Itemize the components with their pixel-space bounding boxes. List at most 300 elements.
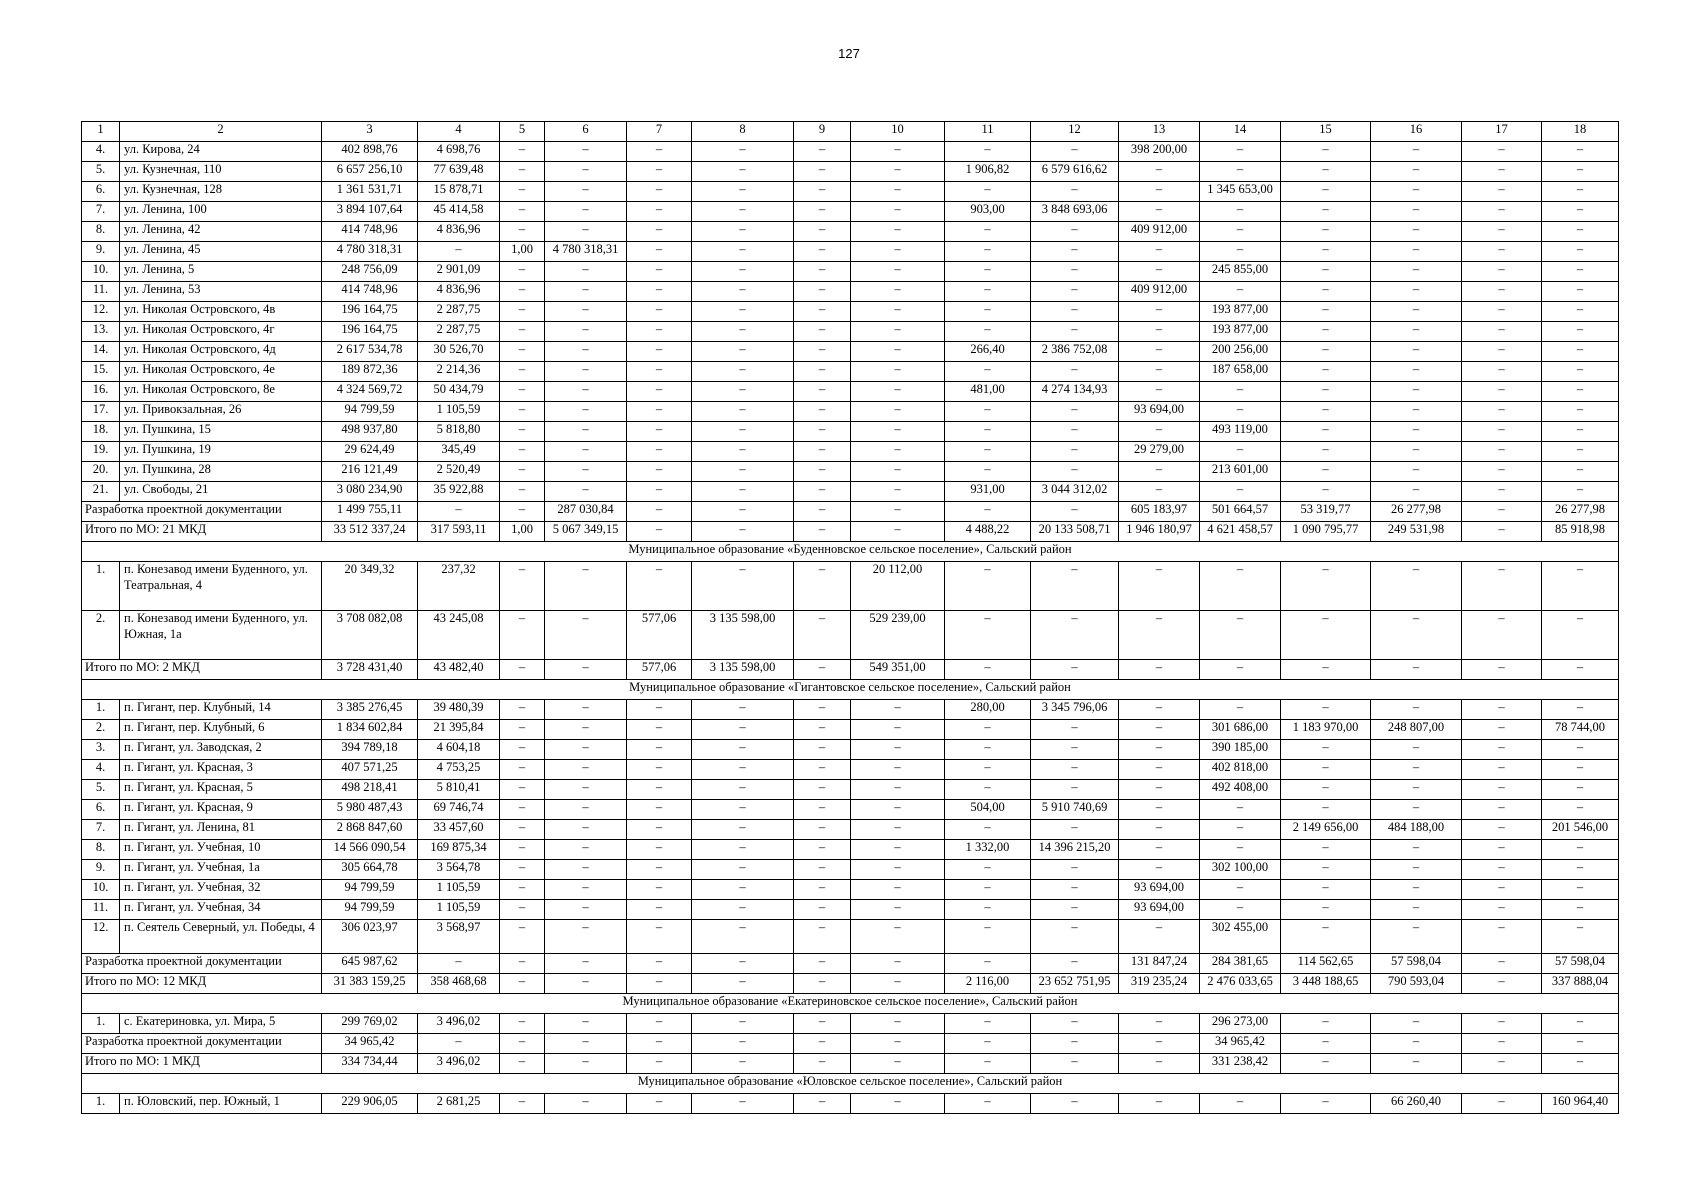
value-cell: – [627, 222, 692, 242]
value-cell: – [692, 820, 794, 840]
value-cell: – [1462, 382, 1542, 402]
value-cell: – [692, 720, 794, 740]
value-cell: – [794, 740, 851, 760]
value-cell: – [1281, 1094, 1371, 1114]
value-cell: – [1371, 402, 1462, 422]
value-cell: – [500, 974, 545, 994]
value-cell: – [1542, 660, 1619, 680]
value-cell: – [692, 740, 794, 760]
value-cell: – [945, 362, 1031, 382]
value-cell: – [1281, 262, 1371, 282]
value-cell: 20 349,32 [322, 562, 418, 611]
address-cell: п. Гигант, ул. Учебная, 10 [120, 840, 322, 860]
value-cell: 94 799,59 [322, 402, 418, 422]
value-cell: – [545, 322, 627, 342]
address-cell: п. Гигант, ул. Красная, 3 [120, 760, 322, 780]
value-cell: 498 937,80 [322, 422, 418, 442]
value-cell: – [945, 900, 1031, 920]
value-cell: – [545, 611, 627, 660]
value-cell: 931,00 [945, 482, 1031, 502]
address-cell: п. Гигант, пер. Клубный, 14 [120, 700, 322, 720]
row-number: 1. [82, 1014, 120, 1034]
value-cell: – [1119, 482, 1200, 502]
value-cell: – [851, 462, 945, 482]
total-label: Итого по МО: 21 МКД [82, 522, 322, 542]
value-cell: 57 598,04 [1542, 954, 1619, 974]
value-cell: – [1462, 820, 1542, 840]
value-cell: 529 239,00 [851, 611, 945, 660]
value-cell: – [1119, 322, 1200, 342]
value-cell: – [851, 202, 945, 222]
value-cell: – [545, 302, 627, 322]
value-cell: – [1119, 920, 1200, 954]
value-cell: – [627, 362, 692, 382]
column-header: 9 [794, 122, 851, 142]
total-row [82, 954, 1619, 974]
value-cell: – [545, 282, 627, 302]
address-cell: ул. Свободы, 21 [120, 482, 322, 502]
value-cell: – [794, 442, 851, 462]
value-cell: – [500, 402, 545, 422]
value-cell: – [692, 502, 794, 522]
value-cell: – [1462, 920, 1542, 954]
value-cell: – [1462, 740, 1542, 760]
value-cell: – [627, 502, 692, 522]
table-row [82, 162, 1619, 182]
value-cell: – [545, 1054, 627, 1074]
value-cell: – [627, 974, 692, 994]
value-cell: 484 188,00 [1371, 820, 1462, 840]
value-cell: – [851, 282, 945, 302]
value-cell: – [1031, 302, 1119, 322]
value-cell: – [851, 1014, 945, 1034]
value-cell: 1 105,59 [418, 900, 500, 920]
address-cell: п. Гигант, ул. Учебная, 32 [120, 880, 322, 900]
column-header: 5 [500, 122, 545, 142]
value-cell: – [945, 242, 1031, 262]
value-cell: – [500, 740, 545, 760]
total-label: Разработка проектной документации [82, 954, 322, 974]
value-cell: – [500, 820, 545, 840]
table-row [82, 302, 1619, 322]
value-cell: – [545, 462, 627, 482]
value-cell: – [851, 974, 945, 994]
value-cell: 492 408,00 [1200, 780, 1281, 800]
value-cell: – [500, 482, 545, 502]
value-cell: 245 855,00 [1200, 262, 1281, 282]
value-cell: 248 756,09 [322, 262, 418, 282]
total-row [82, 522, 1619, 542]
value-cell: – [500, 442, 545, 462]
column-header: 14 [1200, 122, 1281, 142]
value-cell: – [1542, 740, 1619, 760]
value-cell: 193 877,00 [1200, 302, 1281, 322]
value-cell: – [627, 342, 692, 362]
value-cell: – [1281, 302, 1371, 322]
value-cell: 414 748,96 [322, 222, 418, 242]
value-cell: 331 238,42 [1200, 1054, 1281, 1074]
value-cell: – [1542, 142, 1619, 162]
value-cell: 1 183 970,00 [1281, 720, 1371, 740]
row-number: 9. [82, 242, 120, 262]
value-cell: 302 100,00 [1200, 860, 1281, 880]
table-row [82, 202, 1619, 222]
row-number: 10. [82, 880, 120, 900]
value-cell: – [1462, 954, 1542, 974]
value-cell: 1 834 602,84 [322, 720, 418, 740]
address-cell: п. Сеятель Северный, ул. Победы, 4 [120, 920, 322, 954]
value-cell: 2 901,09 [418, 262, 500, 282]
value-cell: 1 906,82 [945, 162, 1031, 182]
value-cell: – [945, 1034, 1031, 1054]
value-cell: – [794, 342, 851, 362]
value-cell: – [1462, 302, 1542, 322]
value-cell: 5 810,41 [418, 780, 500, 800]
value-cell: – [1542, 322, 1619, 342]
table-row [82, 482, 1619, 502]
value-cell: – [1371, 920, 1462, 954]
row-number: 20. [82, 462, 120, 482]
value-cell: – [794, 954, 851, 974]
value-cell: – [1281, 900, 1371, 920]
value-cell: – [1371, 182, 1462, 202]
value-cell: – [1371, 1034, 1462, 1054]
value-cell: 3 568,97 [418, 920, 500, 954]
value-cell: – [794, 660, 851, 680]
value-cell: – [500, 780, 545, 800]
value-cell: – [545, 562, 627, 611]
value-cell: – [545, 142, 627, 162]
address-cell: п. Гигант, ул. Красная, 5 [120, 780, 322, 800]
value-cell: – [1119, 202, 1200, 222]
value-cell: – [1200, 611, 1281, 660]
value-cell: – [945, 462, 1031, 482]
value-cell: – [500, 800, 545, 820]
value-cell: – [692, 900, 794, 920]
value-cell: – [627, 1014, 692, 1034]
value-cell: – [1462, 262, 1542, 282]
value-cell: – [1371, 382, 1462, 402]
value-cell: – [545, 222, 627, 242]
table-row [82, 800, 1619, 820]
column-header: 17 [1462, 122, 1542, 142]
value-cell: – [500, 262, 545, 282]
value-cell: 3 385 276,45 [322, 700, 418, 720]
value-cell: – [1031, 182, 1119, 202]
value-cell: – [1462, 422, 1542, 442]
row-number: 4. [82, 142, 120, 162]
value-cell: – [1462, 462, 1542, 482]
value-cell: 29 624,49 [322, 442, 418, 462]
data-table [81, 121, 1619, 1114]
value-cell: 3 135 598,00 [692, 611, 794, 660]
value-cell: – [851, 1094, 945, 1114]
value-cell: – [1200, 442, 1281, 462]
table-row [82, 322, 1619, 342]
value-cell: 21 395,84 [418, 720, 500, 740]
total-label: Разработка проектной документации [82, 502, 322, 522]
value-cell: – [1281, 402, 1371, 422]
value-cell: – [500, 462, 545, 482]
value-cell: – [1371, 282, 1462, 302]
value-cell: 3 496,02 [418, 1014, 500, 1034]
value-cell: – [1200, 282, 1281, 302]
address-cell: ул. Ленина, 100 [120, 202, 322, 222]
value-cell: – [627, 820, 692, 840]
value-cell: – [945, 1054, 1031, 1074]
value-cell: 3 496,02 [418, 1054, 500, 1074]
value-cell: – [945, 720, 1031, 740]
value-cell: – [1119, 162, 1200, 182]
value-cell: – [794, 202, 851, 222]
value-cell: – [794, 760, 851, 780]
value-cell: – [1462, 660, 1542, 680]
value-cell: – [794, 820, 851, 840]
value-cell: – [1542, 442, 1619, 462]
value-cell: – [1462, 402, 1542, 422]
value-cell: 493 119,00 [1200, 422, 1281, 442]
value-cell: – [851, 522, 945, 542]
value-cell: – [1542, 900, 1619, 920]
value-cell: – [627, 740, 692, 760]
value-cell: – [945, 780, 1031, 800]
value-cell: – [545, 262, 627, 282]
value-cell: – [1281, 660, 1371, 680]
value-cell: – [945, 402, 1031, 422]
value-cell: 14 566 090,54 [322, 840, 418, 860]
value-cell: – [1371, 142, 1462, 162]
table-row [82, 1094, 1619, 1114]
value-cell: – [545, 954, 627, 974]
value-cell: – [851, 840, 945, 860]
value-cell: 160 964,40 [1542, 1094, 1619, 1114]
value-cell: – [692, 202, 794, 222]
value-cell: – [1462, 760, 1542, 780]
value-cell: – [794, 422, 851, 442]
value-cell: 1,00 [500, 242, 545, 262]
table-row [82, 880, 1619, 900]
value-cell: – [851, 482, 945, 502]
value-cell: – [545, 422, 627, 442]
row-number: 10. [82, 262, 120, 282]
value-cell: – [1542, 482, 1619, 502]
value-cell: – [627, 282, 692, 302]
value-cell: – [1462, 1034, 1542, 1054]
value-cell: 3 135 598,00 [692, 660, 794, 680]
value-cell: – [1462, 860, 1542, 880]
value-cell: – [794, 522, 851, 542]
value-cell: – [1462, 1094, 1542, 1114]
value-cell: – [627, 780, 692, 800]
value-cell: – [692, 242, 794, 262]
value-cell: 317 593,11 [418, 522, 500, 542]
value-cell: 2 386 752,08 [1031, 342, 1119, 362]
value-cell: 3 894 107,64 [322, 202, 418, 222]
value-cell: 306 023,97 [322, 920, 418, 954]
value-cell: – [1281, 382, 1371, 402]
value-cell: – [1371, 462, 1462, 482]
table-row [82, 860, 1619, 880]
value-cell: 33 512 337,24 [322, 522, 418, 542]
value-cell: – [1281, 162, 1371, 182]
value-cell: – [627, 482, 692, 502]
value-cell: – [1281, 222, 1371, 242]
table-row [82, 780, 1619, 800]
value-cell: – [627, 920, 692, 954]
value-cell: – [1281, 362, 1371, 382]
table-row [82, 820, 1619, 840]
value-cell: – [627, 322, 692, 342]
value-cell: 407 571,25 [322, 760, 418, 780]
value-cell: – [500, 860, 545, 880]
value-cell: – [1281, 322, 1371, 342]
table-row [82, 222, 1619, 242]
value-cell: – [945, 1094, 1031, 1114]
value-cell: – [1281, 740, 1371, 760]
table-row [82, 362, 1619, 382]
address-cell: ул. Николая Островского, 4е [120, 362, 322, 382]
value-cell: – [545, 700, 627, 720]
value-cell: 196 164,75 [322, 322, 418, 342]
value-cell: – [1542, 262, 1619, 282]
value-cell: 57 598,04 [1371, 954, 1462, 974]
value-cell: 14 396 215,20 [1031, 840, 1119, 860]
value-cell: – [794, 142, 851, 162]
value-cell: – [1281, 462, 1371, 482]
value-cell: – [627, 302, 692, 322]
value-cell: – [1119, 1094, 1200, 1114]
value-cell: – [1371, 442, 1462, 462]
value-cell: – [1542, 611, 1619, 660]
value-cell: – [1371, 262, 1462, 282]
value-cell: – [945, 262, 1031, 282]
value-cell: – [1462, 780, 1542, 800]
value-cell: 5 980 487,43 [322, 800, 418, 820]
value-cell: – [851, 820, 945, 840]
table-row [82, 720, 1619, 740]
value-cell: – [627, 262, 692, 282]
column-header: 15 [1281, 122, 1371, 142]
value-cell: – [692, 142, 794, 162]
value-cell: 402 818,00 [1200, 760, 1281, 780]
value-cell: – [794, 462, 851, 482]
value-cell: – [545, 760, 627, 780]
value-cell: – [945, 422, 1031, 442]
value-cell: – [945, 740, 1031, 760]
value-cell: – [851, 362, 945, 382]
value-cell: – [1281, 840, 1371, 860]
value-cell: 1 361 531,71 [322, 182, 418, 202]
value-cell: 196 164,75 [322, 302, 418, 322]
value-cell: 31 383 159,25 [322, 974, 418, 994]
value-cell: – [1371, 242, 1462, 262]
value-cell: – [1371, 482, 1462, 502]
value-cell: – [1281, 800, 1371, 820]
value-cell: – [1462, 1054, 1542, 1074]
value-cell: – [692, 302, 794, 322]
value-cell: – [1281, 1034, 1371, 1054]
table-row [82, 182, 1619, 202]
address-cell: ул. Ленина, 5 [120, 262, 322, 282]
value-cell: 77 639,48 [418, 162, 500, 182]
value-cell: 287 030,84 [545, 502, 627, 522]
address-cell: с. Екатериновка, ул. Мира, 5 [120, 1014, 322, 1034]
value-cell: 414 748,96 [322, 282, 418, 302]
value-cell: – [945, 920, 1031, 954]
value-cell: 6 579 616,62 [1031, 162, 1119, 182]
value-cell: 50 434,79 [418, 382, 500, 402]
value-cell: – [692, 362, 794, 382]
row-number: 6. [82, 800, 120, 820]
value-cell: – [1200, 482, 1281, 502]
address-cell: ул. Ленина, 53 [120, 282, 322, 302]
value-cell: – [545, 860, 627, 880]
value-cell: – [945, 954, 1031, 974]
address-cell: ул. Привокзальная, 26 [120, 402, 322, 422]
value-cell: – [418, 1034, 500, 1054]
value-cell: – [1200, 162, 1281, 182]
value-cell: – [500, 660, 545, 680]
row-number: 17. [82, 402, 120, 422]
value-cell: – [692, 700, 794, 720]
value-cell: – [794, 402, 851, 422]
value-cell: – [851, 1034, 945, 1054]
value-cell: – [1462, 611, 1542, 660]
value-cell: – [545, 342, 627, 362]
row-number: 6. [82, 182, 120, 202]
value-cell: – [500, 611, 545, 660]
value-cell: 498 218,41 [322, 780, 418, 800]
value-cell: – [1281, 282, 1371, 302]
value-cell: – [545, 660, 627, 680]
value-cell: – [627, 900, 692, 920]
value-cell: – [1119, 700, 1200, 720]
value-cell: – [851, 800, 945, 820]
value-cell: – [1542, 182, 1619, 202]
value-cell: – [545, 820, 627, 840]
address-cell: ул. Пушкина, 28 [120, 462, 322, 482]
value-cell: – [1542, 780, 1619, 800]
value-cell: – [851, 1054, 945, 1074]
value-cell: – [794, 611, 851, 660]
value-cell: – [851, 880, 945, 900]
value-cell: – [627, 1054, 692, 1074]
value-cell: 3 564,78 [418, 860, 500, 880]
total-row [82, 1054, 1619, 1074]
total-row [82, 502, 1619, 522]
section-title: Муниципальное образование «Буденновское сельское поселение», Сальский район [82, 542, 1619, 562]
total-label: Итого по МО: 12 МКД [82, 974, 322, 994]
value-cell: – [1031, 611, 1119, 660]
value-cell: – [627, 880, 692, 900]
value-cell: – [1542, 920, 1619, 954]
value-cell: – [945, 1014, 1031, 1034]
value-cell: – [794, 562, 851, 611]
value-cell: – [692, 840, 794, 860]
value-cell: – [545, 1034, 627, 1054]
value-cell: – [1031, 242, 1119, 262]
value-cell: – [1281, 182, 1371, 202]
value-cell: – [851, 262, 945, 282]
value-cell: – [500, 900, 545, 920]
row-number: 13. [82, 322, 120, 342]
value-cell: – [692, 1094, 794, 1114]
value-cell: – [794, 880, 851, 900]
value-cell: – [500, 880, 545, 900]
table-row [82, 382, 1619, 402]
value-cell: 319 235,24 [1119, 974, 1200, 994]
value-cell: 69 746,74 [418, 800, 500, 820]
